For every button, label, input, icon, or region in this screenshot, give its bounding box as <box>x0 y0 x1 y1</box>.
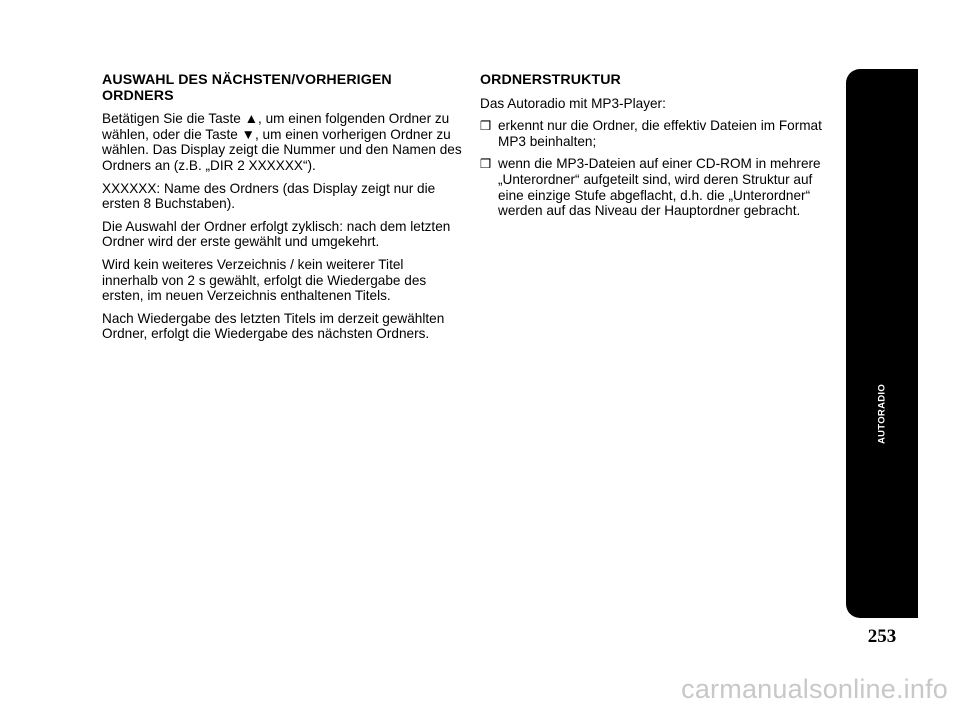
section-heading-folder-selection: AUSWAHL DES NÄCHSTEN/VORHERIGEN ORDNERS <box>102 72 392 104</box>
intro-text: Das Autoradio mit MP3-Player: <box>480 95 666 111</box>
bullet-list <box>480 118 825 219</box>
watermark: carmanualsonline.info <box>681 674 948 704</box>
checkbox-bullet-icon: ❒ <box>480 157 492 172</box>
list-item <box>480 118 825 149</box>
paragraph: Die Auswahl der Ordner erfolgt zyklisch: nach dem letzten Ordner wird der erste gewählt und umgekehrt. <box>102 218 451 250</box>
list-item-text: wenn die MP3-Dateien auf einer CD-ROM in mehrere „Unterordner“ aufgeteilt sind, wird deren Struktur auf eine einzige Stufe abgeflacht, d.h. die „Unterordner“ werden auf das Niveau der Hauptordner gebracht. <box>498 156 821 219</box>
paragraph: Betätigen Sie die Taste ▲, um einen folgenden Ordner zu wählen, oder die Taste ▼, um einen vorherigen Ordner zu wählen. Das Display zeigt die Nummer und den Namen des Ordners an (z.B. „DIR 2 XXXXXX“). <box>102 111 462 173</box>
left-column <box>102 73 462 349</box>
list-item-text: erkennt nur die Ordner, die effektiv Dateien im Format MP3 beinhalten; <box>498 118 822 149</box>
section-heading-folder-structure: ORDNERSTRUKTUR <box>480 72 621 88</box>
page-number: 253 <box>867 626 897 647</box>
list-item <box>480 156 825 218</box>
paragraph: Wird kein weiteres Verzeichnis / kein weiterer Titel innerhalb von 2 s gewählt, erfolgt die Wiedergabe des ersten, im neuen Verzeichnis enthaltenen Titels. <box>102 256 427 304</box>
right-column <box>480 73 825 226</box>
chapter-tab <box>846 69 918 618</box>
chapter-tab-label: AUTORADIO <box>876 383 888 445</box>
paragraph: Nach Wiedergabe des letzten Titels im derzeit gewählten Ordner, erfolgt die Wiedergabe des nächsten Ordners. <box>102 310 445 342</box>
checkbox-bullet-icon: ❒ <box>480 119 492 134</box>
paragraph: XXXXXX: Name des Ordners (das Display zeigt nur die ersten 8 Buchstaben). <box>102 180 436 212</box>
